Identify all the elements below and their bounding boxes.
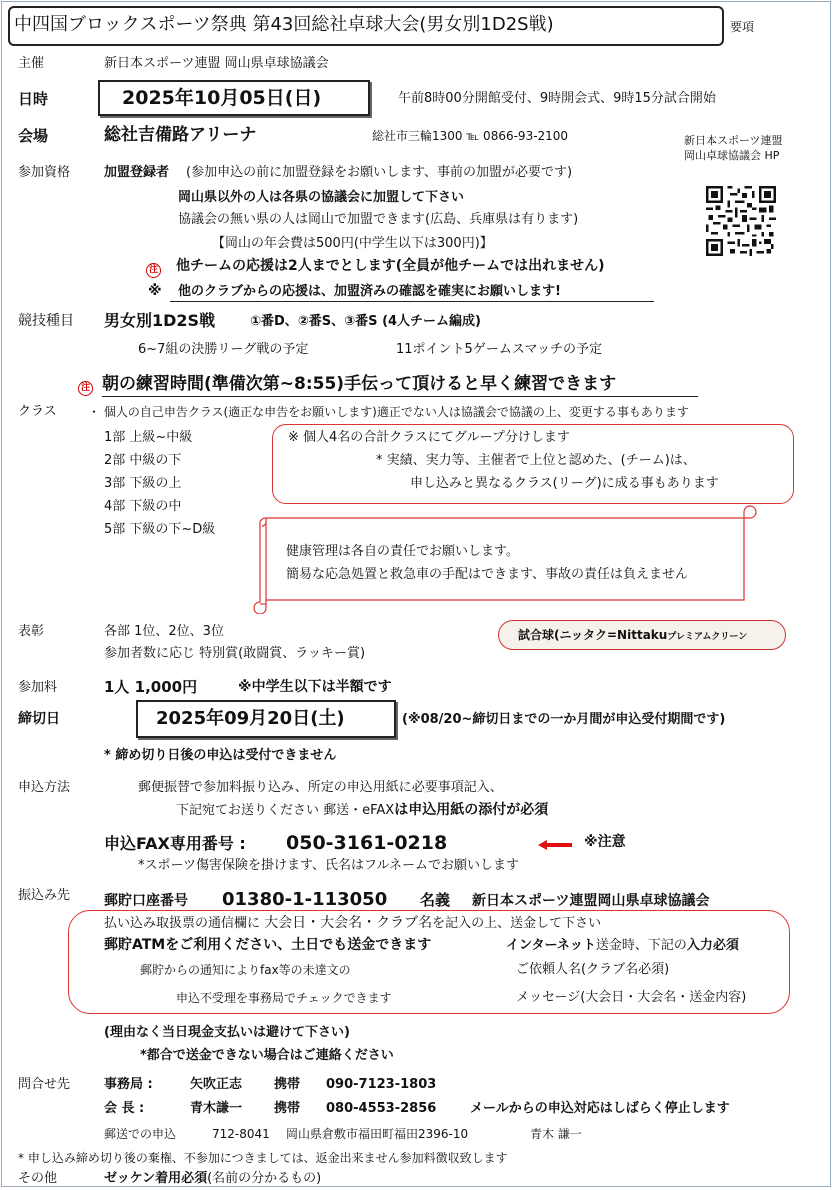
date-label: 日時 <box>18 90 49 108</box>
awards-label: 表彰 <box>18 624 45 639</box>
event-note2: 11ポイント5ゲームスマッチの予定 <box>396 342 603 357</box>
chair-role: 会 長 : <box>104 1101 145 1116</box>
office-role: 事務局 : <box>104 1077 153 1092</box>
transfer-line2: 郵貯ATMをご利用ください、土日でも送金できます <box>104 937 432 953</box>
date-note: 午前8時00分開館受付、9時開会式、9時15分試合開始 <box>398 91 716 106</box>
eligibility-registered: 加盟登録者 <box>104 165 170 180</box>
deadline-warning: * 締め切り日後の申込は受付できません <box>104 748 337 763</box>
internet-label: インターネット <box>506 938 596 953</box>
office-mobile[interactable]: 090-7123-1803 <box>326 1077 437 1092</box>
practice-underline <box>102 396 698 397</box>
transfer-line1-c: を記入の上、送金して下さい <box>432 916 602 931</box>
eligibility-line5: 他チームの応援は2人までとします(全員が他チームでは出れません) <box>176 258 605 274</box>
insurance-note: *スポーツ傷害保険を掛けます、氏名はフルネームでお願いします <box>138 858 520 873</box>
apply-line1: 郵便振替で参加料振り込み、所定の申込用紙に必要事項記入、 <box>138 780 503 795</box>
mail-note: メールからの申込対応はしばらく停止します <box>470 1101 730 1116</box>
deadline-note: (※08/20~締切日までの一か月間が申込受付期間です) <box>402 712 726 727</box>
fax-number[interactable]: 050-3161-0218 <box>286 832 448 854</box>
office-name: 矢吹正志 <box>190 1077 243 1092</box>
event-label: 競技種目 <box>18 313 74 329</box>
refund-note: * 申し込み締め切り後の棄権、不参加につきましては、返金出来ません参加料徴収致します <box>18 1151 508 1165</box>
class-item-2: 2部 中級の下 <box>104 453 182 468</box>
eligibility-line2: 岡山県以外の人は各県の協議会に加盟して下さい <box>178 190 465 205</box>
awards-line1: 各部 1位、2位、3位 <box>104 624 224 639</box>
transfer-line1-a: 払い込み取扱票の通信欄に <box>104 916 261 931</box>
practice-text: 朝の練習時間(準備次第~8:55)手伝って頂けると早く練習できます <box>102 374 617 394</box>
eligibility-label: 参加資格 <box>18 165 71 180</box>
hp-line1: 新日本スポーツ連盟 <box>684 134 783 147</box>
scroll-line1: 健康管理は各自の責任でお願いします。 <box>286 544 519 559</box>
other-text <box>104 1171 321 1187</box>
contact-if-unable: *都合で送金できない場合はご連絡ください <box>140 1048 394 1063</box>
class-item-5: 5部 下級の下~D級 <box>104 522 216 537</box>
hp-line2[interactable]: 岡山卓球協議会 HP <box>684 149 780 162</box>
deadline-label: 締切日 <box>18 711 60 727</box>
holder-label: 名義 <box>420 891 451 909</box>
contact-label: 問合せ先 <box>18 1077 71 1092</box>
eligibility-mark: ※ <box>148 283 162 299</box>
class-label: クラス <box>18 404 57 419</box>
match-ball-grade: プレミアムクリーン <box>667 632 748 642</box>
internet-mid: 送金時、下記の <box>595 938 687 953</box>
header-side-label: 要項 <box>730 20 755 34</box>
event-name: 男女別1D2S戦 <box>104 311 216 330</box>
other-label: その他 <box>18 1171 58 1186</box>
class-intro: ・ 個人の自己申告クラス(適正な申告をお願いします)適正でない人は協議会で協議の上、変更する事もあります <box>88 405 689 419</box>
organizer-value: 新日本スポーツ連盟 岡山県卓球協議会 <box>104 56 329 71</box>
page-title: 中四国ブロックスポーツ祭典 第43回総社卓球大会(男女別1D2S戦) <box>14 14 554 35</box>
venue-name: 総社吉備路アリーナ <box>104 125 257 145</box>
qr-code-icon[interactable] <box>706 186 776 256</box>
post-address: 岡山県倉敷市福田町福田2396-10 <box>286 1127 469 1141</box>
transfer-line1 <box>104 915 601 932</box>
practice-maru <box>78 378 93 397</box>
apply-line2-a: 下記宛てお送りください 郵送・eFAX <box>176 803 395 818</box>
awards-line2: 参加者数に応じ 特別賞(敢闘賞、ラッキー賞) <box>104 646 366 661</box>
chair-mobile[interactable]: 080-4553-2856 <box>326 1101 437 1116</box>
account-number: 01380-1-113050 <box>222 889 388 910</box>
date-value: 2025年10月05日(日) <box>122 87 322 109</box>
event-note1: 6~7組の決勝リーグ戦の予定 <box>138 342 309 357</box>
match-ball-label <box>518 628 747 643</box>
fee-label: 参加料 <box>18 680 58 695</box>
fee-note: ※中学生以下は半額です <box>238 679 392 695</box>
fee-value: 1人 1,000円 <box>104 678 198 696</box>
class-box-line1: ※ 個人4名の合計クラスにてグループ分けします <box>288 430 570 445</box>
class-item-3: 3部 下級の上 <box>104 476 182 491</box>
eligibility-line6: 他のクラブからの応援は、加盟済みの確認を確実にお願いします! <box>178 284 561 299</box>
chair-mobile-label: 携帯 <box>274 1101 301 1116</box>
event-detail: ①番D、②番S、③番S (4人チーム編成) <box>250 314 481 329</box>
post-label: 郵送での申込 <box>104 1127 177 1141</box>
fax-label: 申込FAX専用番号 : <box>104 834 246 853</box>
account-label: 郵貯口座番号 <box>104 893 188 909</box>
eligibility-line4: 【岡山の年会費は500円(中学生以下は300円)】 <box>212 236 493 251</box>
post-zip: 712-8041 <box>212 1127 270 1141</box>
left-arrow-icon <box>538 840 572 850</box>
match-ball-name: 試合球(ニッタク=Nittaku <box>518 628 668 642</box>
venue-label: 会場 <box>18 127 49 145</box>
apply-line2 <box>176 802 548 819</box>
transfer-line4-right: メッセージ(大会日・大会名・送金内容) <box>516 990 747 1005</box>
eligibility-line3: 協議会の無い県の人は岡山で加盟できます(広島、兵庫県は有ります) <box>178 212 579 227</box>
transfer-label: 振込み先 <box>18 888 71 903</box>
deadline-value: 2025年09月20日(土) <box>156 708 345 729</box>
note-mark-icon: 注 <box>78 381 93 396</box>
class-item-4: 4部 下級の中 <box>104 499 182 514</box>
cash-note: (理由なく当日現金支払いは避けて下さい) <box>104 1025 350 1040</box>
transfer-line1-b: 大会日・大会名・クラブ名 <box>264 915 433 931</box>
transfer-line3-right: ご依頼人名(クラブ名必須) <box>516 962 670 977</box>
office-mobile-label: 携帯 <box>274 1077 301 1092</box>
venue-address: 総社市三輪1300 ℡ 0866-93-2100 <box>372 129 569 143</box>
post-name: 青木 謙一 <box>530 1127 582 1141</box>
eligibility-maru <box>146 260 161 279</box>
class-box-line2: * 実績、実力等、主催者で上位と認めた、(チーム)は、 <box>376 453 696 468</box>
fax-note: ※注意 <box>584 834 626 850</box>
note-mark-icon: 注 <box>146 263 161 278</box>
eligibility-line1: (参加申込の前に加盟登録をお願いします、事前の加盟が必要です) <box>186 165 573 180</box>
holder-name: 新日本スポーツ連盟岡山県卓球協議会 <box>472 893 710 909</box>
class-box-line3: 申し込みと異なるクラス(リーグ)に成る事もあります <box>410 476 719 491</box>
apply-line2-b: は申込用紙の添付が必須 <box>394 802 549 818</box>
organizer-label: 主催 <box>18 56 45 71</box>
apply-label: 申込方法 <box>18 780 71 795</box>
chair-name: 青木謙一 <box>190 1101 243 1116</box>
transfer-line3: 郵貯からの通知によりfax等の未達文の <box>140 963 351 977</box>
internet-required: 入力必須 <box>686 938 739 953</box>
bib-required: ゼッケン着用必須 <box>104 1171 208 1186</box>
transfer-internet <box>506 938 739 954</box>
eligibility-underline <box>170 301 654 302</box>
scroll-line2: 簡易な応急処置と救急車の手配はできます、事故の責任は負えません <box>286 567 688 582</box>
transfer-line4: 申込不受理を事務局でチェックできます <box>176 991 392 1005</box>
bib-note: (名前の分かるもの) <box>207 1171 322 1186</box>
class-item-1: 1部 上級~中級 <box>104 430 193 445</box>
